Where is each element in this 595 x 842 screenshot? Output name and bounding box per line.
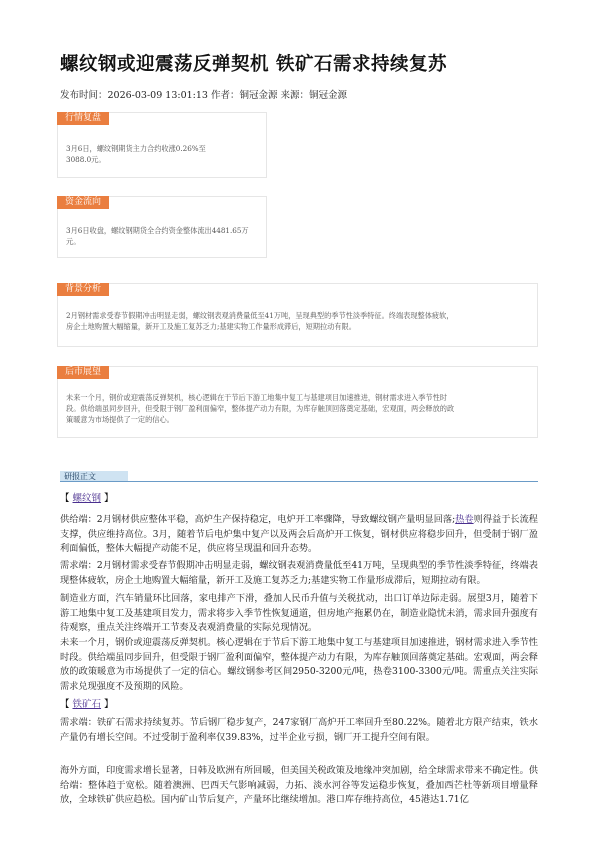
paragraph: 未来一个月，钢价或迎震荡反弹契机。核心逻辑在于节后下游工地集中复工与基建项目加速推进，钢材需求进入季节性时段。供给端虽同步回升，但受限于钢厂盈利面偏窄，整体提产动力有限，为库存触顶回落奠定基础。宏观面，两会释放的政策暖意为市场提供了一定的信心。螺纹钢参考区间2950-3200元/吨，热卷3100-3300元/吨。需重点关注实际需求兑现强度不及预期的风险。 (60, 637, 538, 692)
summary-line: 3月6日收盘，螺纹钢期货全合约资金整体流出4481.65万 (66, 226, 249, 235)
summary-line: 房企土地购置大幅缩量，新开工及施工复苏乏力;基建实物工作量形成滞后，短期拉动有限。 (66, 322, 356, 331)
article-meta: 发布时间：2026-03-09 13:01:13 作者：铜冠金源 来源：铜冠金源 (60, 90, 347, 101)
paragraph: 制造业方面，汽车销量环比回落，家电排产下滑，叠加人民币升值与关税扰动，出口订单边际走弱。展望3月，随着下游工地集中复工及基建项目发力，需求将步入季节性恢复通道，但房地产拖累仍在，制造业隐忧未消，需求回升强度有待观察，重点关注终端开工节奏及表观消费量的实际兑现情况。 (60, 593, 538, 634)
iron-ore-link[interactable]: 铁矿石 (72, 699, 102, 710)
summary-line: 策暖意为市场提供了一定的信心。 (66, 415, 174, 424)
paragraph: 需求端：铁矿石需求持续复苏。节后钢厂稳步复产，247家钢厂高炉开工率回升至80.22%。随着北方限产结束，铁水产量仍有增长空间。不过受制于盈利率仅39.83%，过半企业亏损，钢厂开工提升空间有限。 (60, 717, 538, 743)
rebar-link[interactable]: 螺纹钢 (72, 493, 102, 504)
paragraph: 需求端：2月钢材需求受春节假期冲击明显走弱，螺纹钢表观消费量低至41万吨，呈现典型的季节性淡季特征，终端表现整体疲软，房企土地购置大幅缩量，新开工及施工复苏乏力;基建实物工作量形成滞后，短期拉动有限。 (60, 560, 538, 586)
paragraph (60, 513, 538, 557)
summary-line: 3088.0元。 (66, 155, 106, 164)
section-heading-iron-ore (60, 696, 114, 710)
article-title: 螺纹钢或迎震荡反弹契机 铁矿石需求持续复苏 (60, 54, 447, 75)
summary-tag: 行情复盘 (57, 112, 109, 125)
paragraph-text: 则得益于长流程支撑，供应维持高位。3月，随着节后电炉集中复产以及两会后高炉开工恢复，钢材供应将稳步回升，但受制于钢厂盈利面偏低，整体大幅提产动能不足，供应将呈现温和回升态势。 (60, 514, 538, 555)
bracket-open: 【 (60, 493, 70, 504)
summary-line: 未来一个月，钢价或迎震荡反弹契机，核心逻辑在于节后下游工地集中复工与基建项目加速推进，钢材需求进入季节性时 (66, 393, 447, 402)
paragraph-text: 供给端：2月钢材供应整体平稳，高炉生产保持稳定，电炉开工率骤降，导致螺纹钢产量明显回落; (60, 514, 456, 525)
section-heading-rebar (60, 490, 114, 504)
summary-box-market-review (57, 112, 267, 178)
bracket-close: 】 (104, 493, 114, 504)
summary-box-capital-flow (57, 196, 267, 258)
report-label: 研报正文 (60, 471, 128, 482)
summary-tag: 背景分析 (57, 283, 109, 296)
summary-line: 元。 (66, 237, 81, 246)
summary-box-background (57, 283, 538, 347)
bracket-close: 】 (104, 699, 114, 710)
summary-box-outlook (57, 366, 538, 438)
summary-tag: 资金流向 (57, 196, 109, 209)
report-divider (60, 481, 538, 482)
summary-tag: 后市展望 (57, 366, 109, 379)
bracket-open: 【 (60, 699, 70, 710)
summary-line: 段。供给端虽同步回升，但受限于钢厂盈利面偏窄，整体提产动力有限，为库存触顶回落奠定基础，宏观面，两会释放的政 (66, 404, 455, 413)
summary-line: 2月钢材需求受春节假期冲击明显走弱，螺纹钢表观消费量低至41万吨，呈现典型的季节性淡季特征。终端表现整体疲软， (66, 311, 454, 320)
summary-line: 3月6日，螺纹钢期货主力合约收涨0.26%至 (66, 144, 206, 153)
paragraph: 海外方面，印度需求增长显著，日韩及欧洲有所回暖，但美国关税政策及地缘冲突加剧，给全球需求带来不确定性。供给端：整体趋于宽松。随着澳洲、巴西天气影响减弱，力拓、淡水河谷等发运稳步恢复，叠加西芒杜等新项目增量释放，全球铁矿供应趋松。国内矿山节后复产，产量环比继续增加。港口库存维持高位，45港达1.71亿 (60, 765, 538, 806)
hot-coil-link[interactable]: 热卷 (455, 514, 474, 525)
